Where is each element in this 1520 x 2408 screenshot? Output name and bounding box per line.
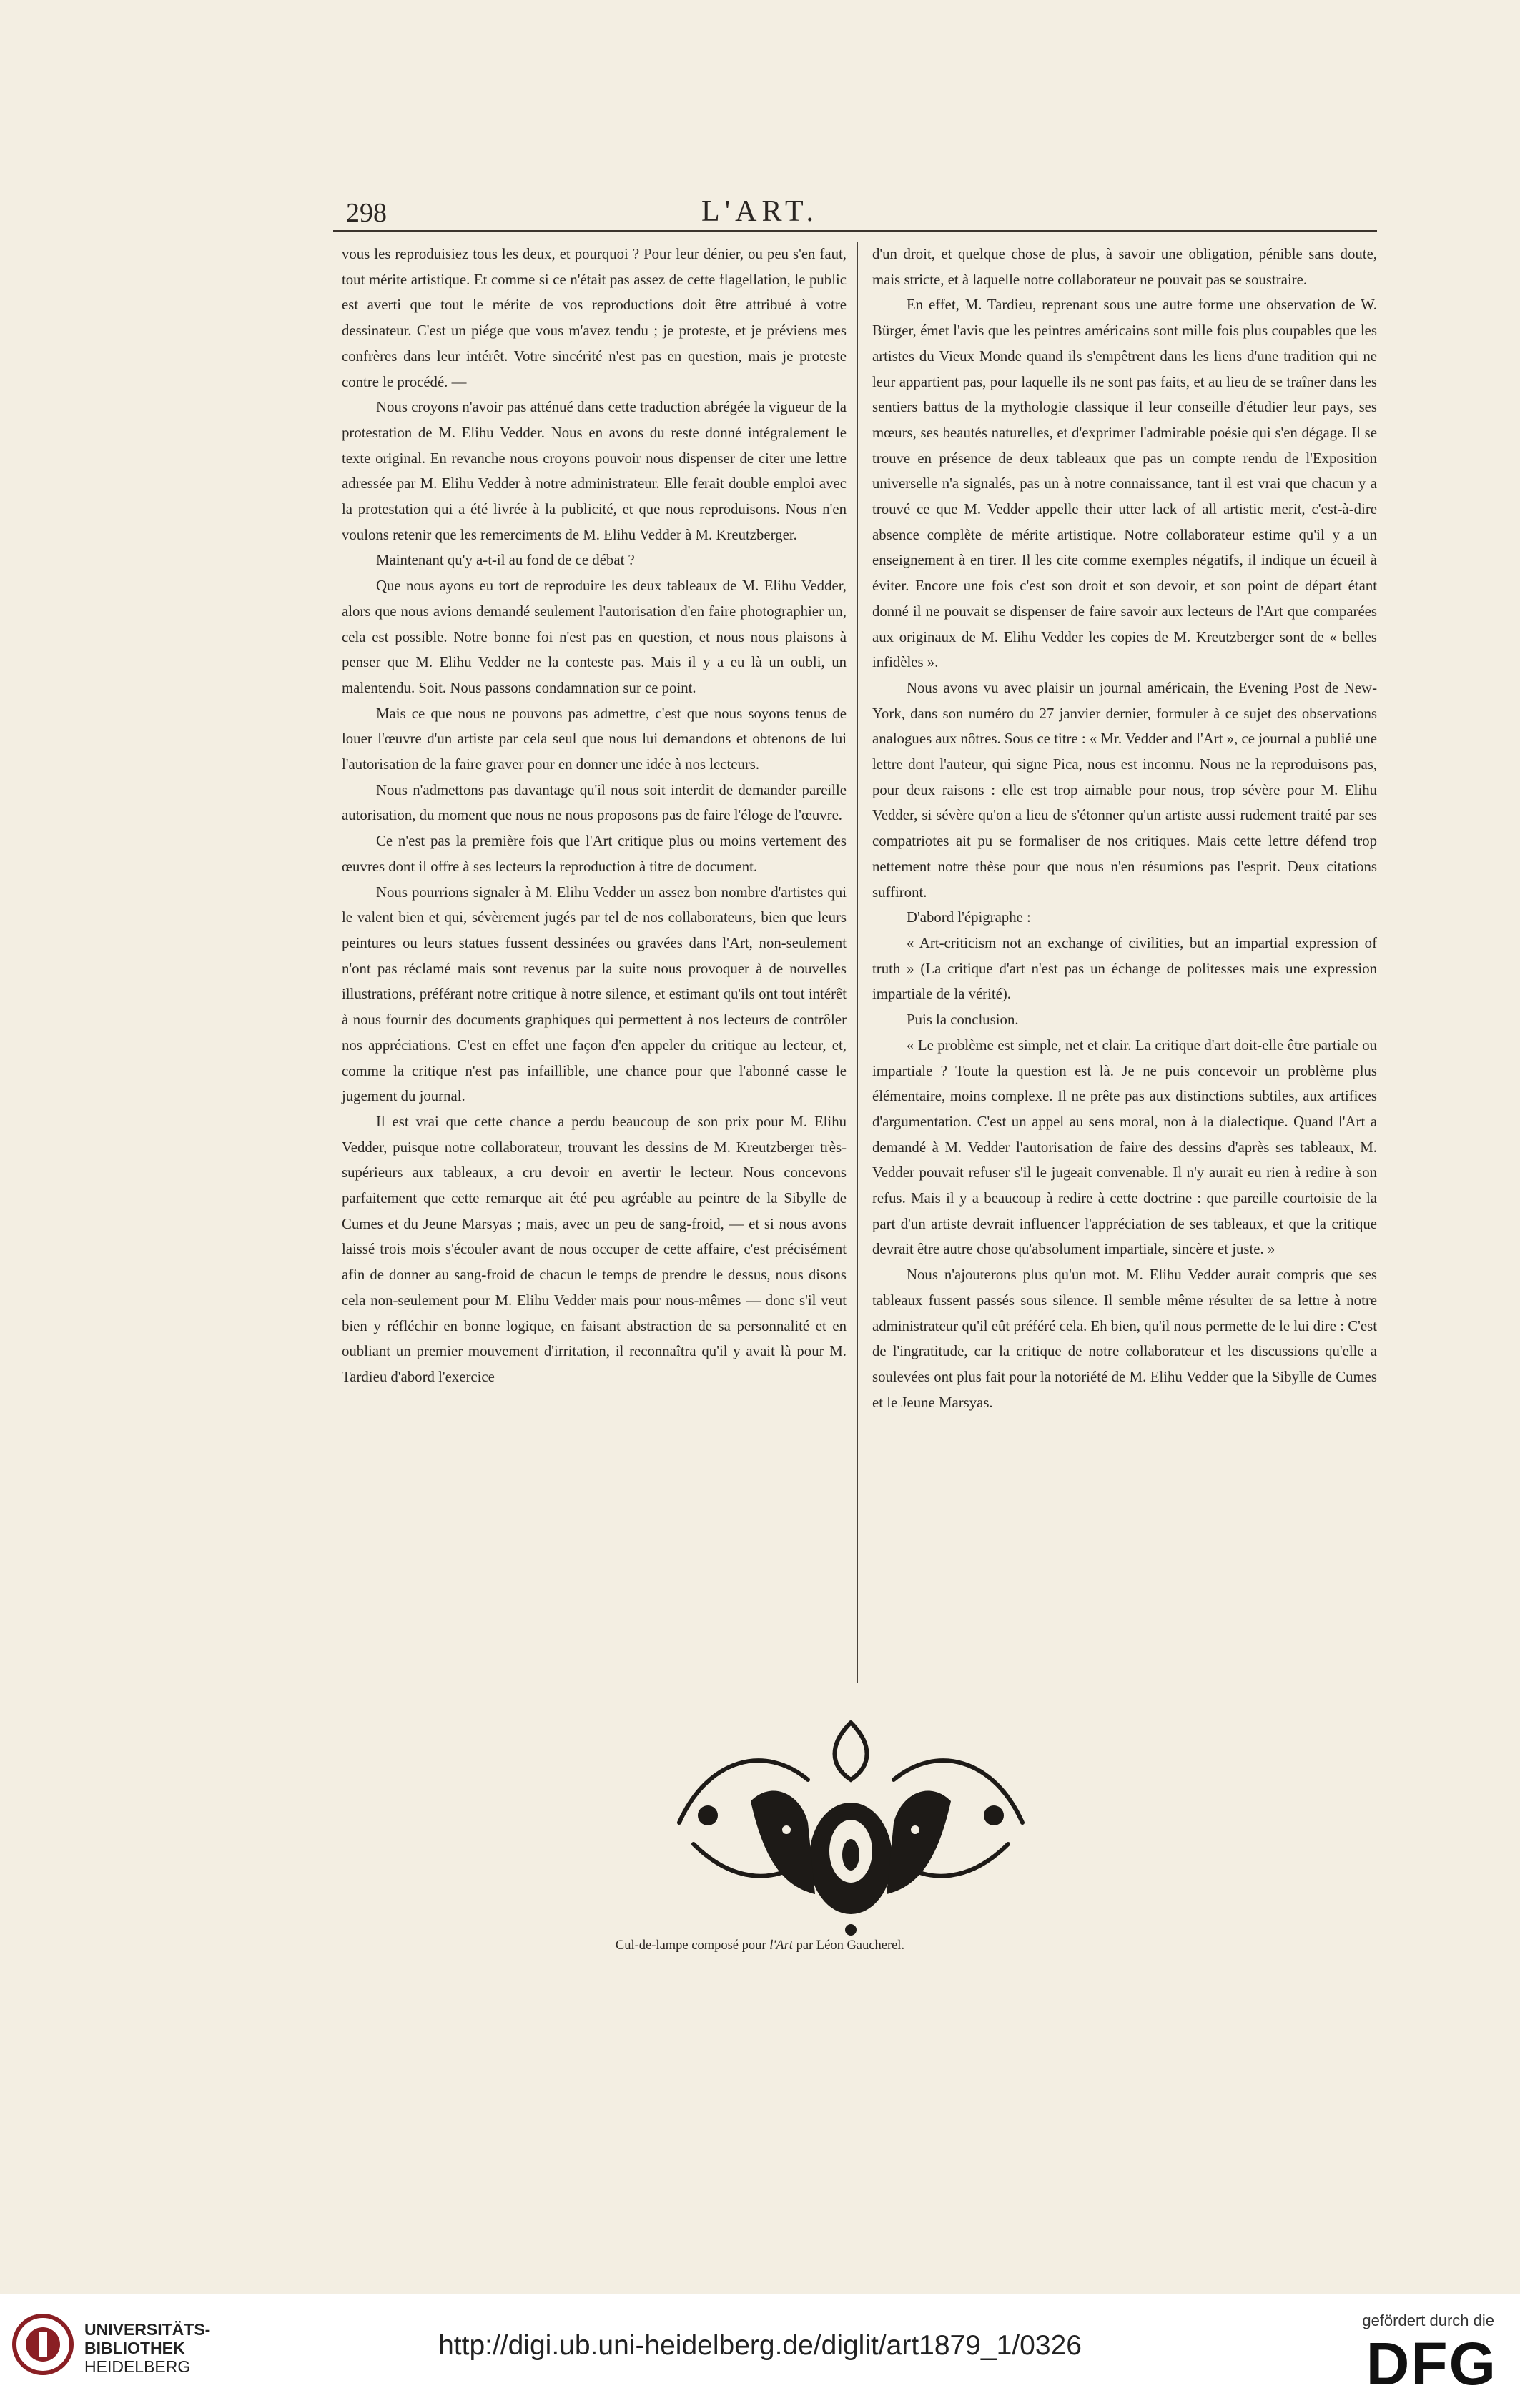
column-rule xyxy=(857,242,858,1683)
paragraph: Nous n'ajouterons plus qu'un mot. M. Elihu Vedder aurait compris que ses tableaux fussent passés sous silence. Il semble même résulter de sa lettre à notre administrateur qu'il eût préféré cela. Eh bien, qu'il nous permette de le lui dire : C'est de l'ingratitude, car la critique de notre collaborateur et les discussions qu'elle a soulevées ont plus fait pour la notoriété de M. Elihu Vedder que la Sibylle de Cumes et le Jeune Marsyas. xyxy=(872,1267,1377,1411)
paragraph: d'un droit, et quelque chose de plus, à savoir une obligation, pénible sans doute, mais stricte, et à laquelle notre collaborateur ne pouvait pas se soustraire. xyxy=(872,246,1377,288)
paragraph: Mais ce que nous ne pouvons pas admettre, c'est que nous soyons tenus de louer l'œuvre d'un artiste par cela seul que nous lui demandons et obtenons de lui l'autorisation de la faire graver pour en donner une idée à nos lecteurs. xyxy=(342,705,847,773)
paragraph: Nous avons vu avec plaisir un journal américain, the Evening Post de New-York, dans son numéro du 27 janvier dernier, formuler à ce sujet des observations analogues aux nôtres. Sous ce titre : « Mr. Vedder and l'Art », ce journal a publié une lettre dont l'auteur, qui signe Pica, nous est inconnu. Nous ne la reproduisons pas, pour deux raisons : elle est trop aimable pour nous, trop sévère pour M. Elihu Vedder, si sévère qu'on a lieu de s'étonner qu'un artiste aussi rudement traité par ses compatriotes ait pu se formaliser de nos critiques. Mais cette lettre défend trop nettement notre thèse pour que nous n'en résumions pas l'esprit. Deux citations suffiront. xyxy=(872,679,1377,901)
viewer-footer xyxy=(0,2294,1520,2408)
paragraph: En effet, M. Tardieu, reprenant sous une autre forme une observation de W. Bürger, émet l'avis que les peintres américains sont mille fois plus coupables que les artistes du Vieux Monde quand ils s'empêtrent dans les liens d'une tradition qui ne leur appartient pas, pour laquelle ils ne sont pas faits, et au lieu de se traîner dans les sentiers battus de la mythologie classique il leur conseille d'étudier leur pays, ses mœurs, ses beautés naturelles, et d'exprimer l'admirable poésie qui s'en dégage. Il se trouve en présence de deux tableaux que pas un compte rendu de l'Exposition universelle n'a signalés, pas un à notre connaissance, tant il est vrai que chacun y a trouvé ce que M. Vedder appelle their utter lack of all artistic merit, c'est-à-dire absence complète de mérite artistique. Notre collaborateur estime qu'il y a un enseignement à en tirer. Il les cite comme exemples négatifs, il indique un écueil à éviter. Encore une fois c'est son droit et son devoir, et son point de départ étant donné il ne pouvait se dispenser de faire savoir aux lecteurs de l'Art que comparées aux originaux de M. Elihu Vedder les copies de M. Kreutzberger sont de « belles infidèles ». xyxy=(872,297,1377,671)
right-column xyxy=(872,242,1377,1415)
paragraph: Nous n'admettons pas davantage qu'il nous soit interdit de demander pareille autorisation, du moment que nous ne nous proposons pas de faire l'éloge de l'œuvre. xyxy=(342,781,847,824)
paragraph: Puis la conclusion. xyxy=(907,1011,1019,1029)
header-rule xyxy=(333,230,1377,232)
cul-de-lampe-vignette xyxy=(665,1715,1037,1936)
vignette-caption: Cul-de-lampe composé pour l'Art par Léon Gaucherel. xyxy=(615,1938,905,1953)
paragraph: Que nous ayons eu tort de reproduire les deux tableaux de M. Elihu Vedder, alors que nous avions demandé seulement l'autorisation d'en faire photographier un, cela est possible. Notre bonne foi n'est pas en question, et nous nous plaisons à penser que M. Elihu Vedder ne la conteste pas. Mais il y a eu là un oubli, un malentendu. Soit. Nous passons condamnation sur ce point. xyxy=(342,578,847,696)
paragraph: Ce n'est pas la première fois que l'Art critique plus ou moins vertement des œuvres dont il offre à ses lecteurs la reproduction à titre de document. xyxy=(342,833,847,875)
paragraph: « Le problème est simple, net et clair. La critique d'art doit-elle être partiale ou impartiale ? Toute la question est là. Je ne puis concevoir un problème plus élémentaire, moins complexe. Il ne prête pas aux distinctions subtiles, aux artifices d'argumentation. C'est un appel au sens moral, non à la dialectique. Quand l'Art a demandé à M. Vedder l'autorisation de faire des dessins d'après ses tableaux, M. Vedder pouvait refuser s'il le jugeait convenable. Il n'y aurait eu rien à redire à son refus. Mais il y a beaucoup à redire à cette doctrine : que pareille courtoisie de la part d'un artiste devrait influencer l'appréciation de ses tableaux, et que la critique devrait être autre chose qu'absolument impartiale, sincère et juste. » xyxy=(872,1036,1377,1258)
left-column xyxy=(342,242,847,1390)
paragraph: D'abord l'épigraphe : xyxy=(907,909,1031,926)
permalink-url[interactable]: http://digi.ub.uni-heidelberg.de/diglit/art1879_1/0326 xyxy=(438,2330,1082,2361)
page-number: 298 xyxy=(346,198,387,228)
paragraph: Nous croyons n'avoir pas atténué dans cette traduction abrégée la vigueur de la protestation de M. Elihu Vedder. Nous en avons du reste donné intégralement le texte original. En revanche nous croyons pouvoir nous dispenser de citer une lettre adressée par M. Elihu Vedder à notre administrateur. Elle ferait double emploi avec la protestation qui a été livrée à la publicité, et que nous reproduisons. Nous n'en voulons retenir que les remerciments de M. Elihu Vedder à M. Kreutzberger. xyxy=(342,399,847,543)
running-title: L'ART. xyxy=(701,195,819,228)
paragraph: « Art-criticism not an exchange of civilities, but an impartial expression of truth » (La critique d'art n'est pas un échange de politesses mais une expression impartiale de la vérité). xyxy=(872,934,1377,1003)
paragraph: Il est vrai que cette chance a perdu beaucoup de son prix pour M. Elihu Vedder, puisque notre collaborateur, trouvant les dessins de M. Kreutzberger très-supérieurs aux tableaux, a cru devoir en avertir le lecteur. Nous concevons parfaitement que cette remarque ait été peu agréable au peintre de la Sibylle de Cumes et du Jeune Marsyas ; mais, avec un peu de sang-froid, — et si nous avons laissé trois mois s'écouler avant de nous occuper de cette affaire, c'est précisément afin de donner au sang-froid de chacun le temps de prendre le dessus, nous disons cela non-seulement pour M. Elihu Vedder mais pour nous-mêmes — donc s'il veut bien y réfléchir en bonne logique, en faisant abstraction de sa personnalité et en oubliant un premier mouvement d'irritation, il reconnaîtra qu'il y avait là pour M. Tardieu d'abord l'exercice xyxy=(342,1113,847,1385)
funding-label: gefördert durch die xyxy=(1362,2312,1494,2329)
library-name: UNIVERSITÄTS- BIBLIOTHEK HEIDELBERG xyxy=(84,2320,211,2376)
paragraph: Maintenant qu'y a-t-il au fond de ce débat ? xyxy=(376,552,635,569)
paragraph: Nous pourrions signaler à M. Elihu Vedder un assez bon nombre d'artistes qui le valent bien et qui, sévèrement jugés par tel de nos collaborateurs, bien que leurs peintures ou leurs statues fussent dessinées ou gravées dans l'Art, non-seulement n'ont pas réclamé mais sont revenus par la suite nous provoquer à de nouvelles illustrations, préférant notre critique à notre silence, et estimant qu'ils ont tout intérêt à nous fournir des documents graphiques qui permettent à nos lecteurs de contrôler nos appréciations. C'est en effet une façon d'en appeler du critique au lecteur, et, comme la critique n'est pas infaillible, une chance pour que l'abonné casse le jugement du journal. xyxy=(342,883,847,1105)
dfg-logo: DFG xyxy=(1366,2330,1497,2397)
paragraph: vous les reproduisiez tous les deux, et pourquoi ? Pour leur dénier, ou peu s'en faut, tout mérite artistique. Et comme si ce n'était pas assez de cette flagellation, le public est averti que tout le mérite de vos reproductions doit être attribué à votre dessinateur. C'est un piége que vous m'avez tendu ; je proteste, et je préviens mes confrères dans leur intérêt. Votre sincérité n'est pas en question, mais je proteste contre le procédé. — xyxy=(342,246,847,390)
